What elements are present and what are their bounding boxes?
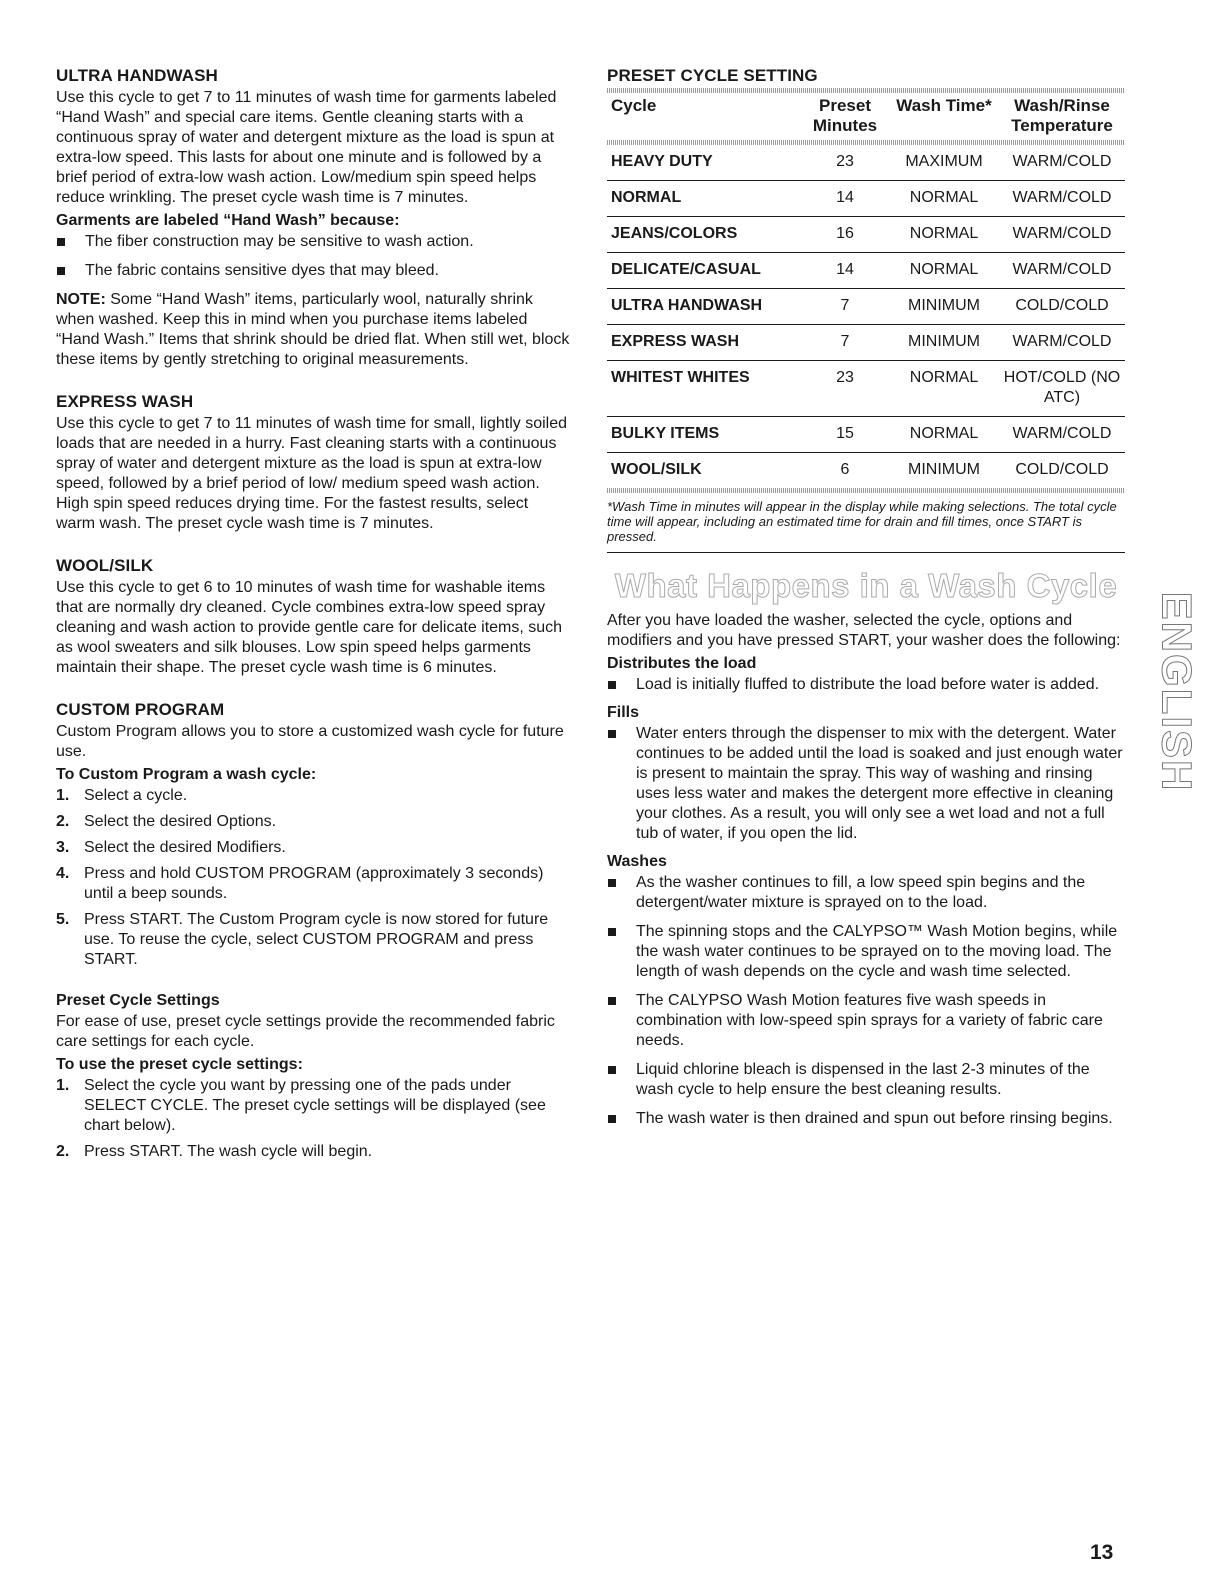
cell-wash-time: NORMAL xyxy=(889,253,999,289)
wool-silk-body: Use this cycle to get 6 to 10 minutes of wash time for washable items that are normally dry cleaned. Cycle combines extra-low speed spray cleaning and wash action to provide gentle care for delicate items, such as wool sweaters and silk blouses. Low spin speed helps garments maintain their shape. The preset cycle wash time is 6 minutes. xyxy=(56,579,563,676)
cell-wash-time: MINIMUM xyxy=(889,325,999,361)
cell-cycle: DELICATE/CASUAL xyxy=(607,253,801,289)
step-item: 2. Select the desired Options. xyxy=(56,813,277,830)
step-item: 1. Select a cycle. xyxy=(56,787,188,804)
hand-wash-note xyxy=(56,290,571,370)
cell-wash-time: NORMAL xyxy=(889,417,999,453)
wash-cycle-banner: What Happens in a Wash Cycle xyxy=(614,567,1118,604)
column-header-cycle: Cycle xyxy=(611,96,657,115)
cell-temperature: WARM/COLD xyxy=(999,253,1125,289)
preset-cycle-table xyxy=(607,93,1125,488)
table-row xyxy=(607,361,1125,417)
custom-program-section xyxy=(56,700,571,970)
table-bottom-rule xyxy=(607,488,1125,493)
wash-time-footnote: *Wash Time in minutes will appear in the display while making selections. The total cycle time will appear, including an estimated time for drain and fill times, once START is pressed. xyxy=(607,499,1125,553)
table-header-row xyxy=(607,93,1125,140)
preset-cycle-settings-heading: Preset Cycle Settings xyxy=(56,992,220,1009)
cell-wash-time: MINIMUM xyxy=(908,461,980,478)
custom-program-steps xyxy=(56,786,571,970)
left-column xyxy=(56,66,571,1184)
hand-wash-reasons-list xyxy=(56,232,571,281)
cell-temperature: WARM/COLD xyxy=(999,145,1125,181)
cell-wash-time: NORMAL xyxy=(889,181,999,217)
step-item: 5. Press START. The Custom Program cycle is now stored for future use. To reuse the cycle, select CUSTOM PROGRAM and press START. xyxy=(56,911,549,968)
washes-list xyxy=(607,873,1125,1129)
column-header-temperature: Wash/Rinse Temperature xyxy=(1011,96,1113,135)
cell-cycle: EXPRESS WASH xyxy=(607,325,801,361)
language-tab xyxy=(1153,564,1200,820)
list-item: The fiber construction may be sensitive to wash action. xyxy=(56,232,571,252)
fills-heading: Fills xyxy=(607,704,640,721)
cell-temperature: WARM/COLD xyxy=(999,325,1125,361)
list-item: Load is initially fluffed to distribute the load before water is added. xyxy=(607,675,1125,695)
washes-heading: Washes xyxy=(607,853,667,870)
wash-cycle-intro: After you have loaded the washer, selected the cycle, options and modifiers and you have pressed START, your washer does the following: xyxy=(607,612,1121,649)
cell-temperature: WARM/COLD xyxy=(999,181,1125,217)
list-item: The wash water is then drained and spun out before rinsing begins. xyxy=(607,1109,1125,1129)
express-wash-section xyxy=(56,392,571,534)
cell-wash-time: MINIMUM xyxy=(889,289,999,325)
preset-cycle-settings-section xyxy=(56,992,571,1162)
list-item: The fabric contains sensitive dyes that may bleed. xyxy=(56,261,571,281)
cell-temperature: WARM/COLD xyxy=(999,417,1125,453)
table-row xyxy=(607,325,1125,361)
table-row xyxy=(607,253,1125,289)
right-column xyxy=(607,66,1125,1138)
column-header-wash-time: Wash Time* xyxy=(896,96,992,115)
list-item: The CALYPSO Wash Motion features five wash speeds in combination with low-speed spin sprays for a variety of fabric care needs. xyxy=(607,991,1125,1051)
ultra-handwash-section xyxy=(56,66,571,370)
cell-preset-minutes: 23 xyxy=(801,145,889,181)
table-row xyxy=(607,181,1125,217)
custom-program-steps-heading: To Custom Program a wash cycle: xyxy=(56,766,317,783)
ultra-handwash-body: Use this cycle to get 7 to 11 minutes of wash time for garments labeled “Hand Wash” and special care items. Gentle cleaning starts with a continuous spray of water and detergent mixture as the load is spun at extra-low speed. This lasts for about one minute and is followed by a brief period of extra-low wash action. Low/medium spin speed helps reduce wrinkling. The preset cycle wash time is 7 minutes. xyxy=(56,89,557,206)
note-label: NOTE: xyxy=(56,291,106,308)
cell-preset-minutes: 7 xyxy=(801,325,889,361)
cell-cycle: NORMAL xyxy=(607,181,801,217)
cell-preset-minutes: 15 xyxy=(801,417,889,453)
custom-program-heading: CUSTOM PROGRAM xyxy=(56,700,225,719)
fills-list xyxy=(607,724,1125,844)
cell-temperature: COLD/COLD xyxy=(999,289,1125,325)
ultra-handwash-heading: ULTRA HANDWASH xyxy=(56,66,218,85)
cell-cycle: WHITEST WHITES xyxy=(607,361,801,417)
cell-preset-minutes: 14 xyxy=(801,253,889,289)
table-row xyxy=(607,453,1125,489)
language-tab-label: ENGLISH xyxy=(1153,591,1200,793)
cell-cycle: BULKY ITEMS xyxy=(607,417,801,453)
cell-preset-minutes: 23 xyxy=(801,361,889,417)
column-header-preset-minutes: Preset Minutes xyxy=(812,96,878,135)
step-item: 2. Press START. The wash cycle will begin. xyxy=(56,1143,373,1160)
table-row xyxy=(607,145,1125,181)
table-row xyxy=(607,417,1125,453)
step-item: 4. Press and hold CUSTOM PROGRAM (approximately 3 seconds) until a beep sounds. xyxy=(56,865,544,902)
wool-silk-section xyxy=(56,556,571,678)
list-item: Water enters through the dispenser to mix with the detergent. Water continues to be added until the load is soaked and just enough water is present to maintain the spray. This way of washing and rinsing uses less water and makes the detergent more effective in cleaning your clothes. As a result, you will only see a wet load and not a full tub of water, if you open the lid. xyxy=(607,724,1125,844)
list-item: The spinning stops and the CALYPSO™ Wash Motion begins, while the wash water continues to be sprayed on to the moving load. The length of wash depends on the cycle and wash time selected. xyxy=(607,922,1125,982)
list-item: Liquid chlorine bleach is dispensed in the last 2-3 minutes of the wash cycle to help ensure the best cleaning results. xyxy=(607,1060,1125,1100)
preset-cycle-table-heading: PRESET CYCLE SETTING xyxy=(607,66,818,85)
page-number: 13 xyxy=(1090,1541,1114,1564)
custom-program-body: Custom Program allows you to store a customized wash cycle for future use. xyxy=(56,723,564,760)
cell-preset-minutes: 7 xyxy=(801,289,889,325)
table-row xyxy=(607,217,1125,253)
cell-cycle: WOOL/SILK xyxy=(611,461,702,478)
express-wash-heading: EXPRESS WASH xyxy=(56,392,194,411)
wool-silk-heading: WOOL/SILK xyxy=(56,556,154,575)
cell-cycle: JEANS/COLORS xyxy=(607,217,801,253)
cell-temperature: COLD/COLD xyxy=(1015,461,1109,478)
step-item: 1. Select the cycle you want by pressing one of the pads under SELECT CYCLE. The preset cycle settings will be displayed (see chart below). xyxy=(56,1077,546,1134)
list-item: As the washer continues to fill, a low speed spin begins and the detergent/water mixture is sprayed on to the load. xyxy=(607,873,1125,913)
preset-cycle-settings-body: For ease of use, preset cycle settings provide the recommended fabric care settings for each cycle. xyxy=(56,1013,555,1050)
table-body xyxy=(607,145,1125,488)
distributes-heading: Distributes the load xyxy=(607,655,757,672)
cell-preset-minutes: 14 xyxy=(801,181,889,217)
preset-steps xyxy=(56,1076,571,1162)
cell-cycle: ULTRA HANDWASH xyxy=(607,289,801,325)
note-text: Some “Hand Wash” items, particularly wool, naturally shrink when washed. Keep this in mind when you purchase items labeled “Hand Wash.” Items that shrink should be dried flat. When still wet, block these items by gently stretching to original measurements. xyxy=(56,291,570,368)
distributes-list xyxy=(607,675,1125,695)
cell-wash-time: MAXIMUM xyxy=(889,145,999,181)
cell-cycle: HEAVY DUTY xyxy=(607,145,801,181)
cell-wash-time: NORMAL xyxy=(889,361,999,417)
cell-temperature: WARM/COLD xyxy=(999,217,1125,253)
hand-wash-reasons-heading: Garments are labeled “Hand Wash” because: xyxy=(56,212,400,229)
cell-preset-minutes: 16 xyxy=(801,217,889,253)
express-wash-body: Use this cycle to get 7 to 11 minutes of wash time for small, lightly soiled loads that are needed in a hurry. Fast cleaning starts with a continuous spray of water and detergent mixture as the load is spun at extra-low speed, followed by a brief period of low/ medium speed wash action. High spin speed reduces drying time. For the fastest results, select warm wash. The preset cycle wash time is 7 minutes. xyxy=(56,415,568,532)
cell-wash-time: NORMAL xyxy=(889,217,999,253)
step-item: 3. Select the desired Modifiers. xyxy=(56,839,286,856)
cell-preset-minutes: 6 xyxy=(840,461,850,478)
preset-steps-heading: To use the preset cycle settings: xyxy=(56,1056,303,1073)
cell-temperature: HOT/COLD (NO ATC) xyxy=(999,361,1125,417)
table-row xyxy=(607,289,1125,325)
